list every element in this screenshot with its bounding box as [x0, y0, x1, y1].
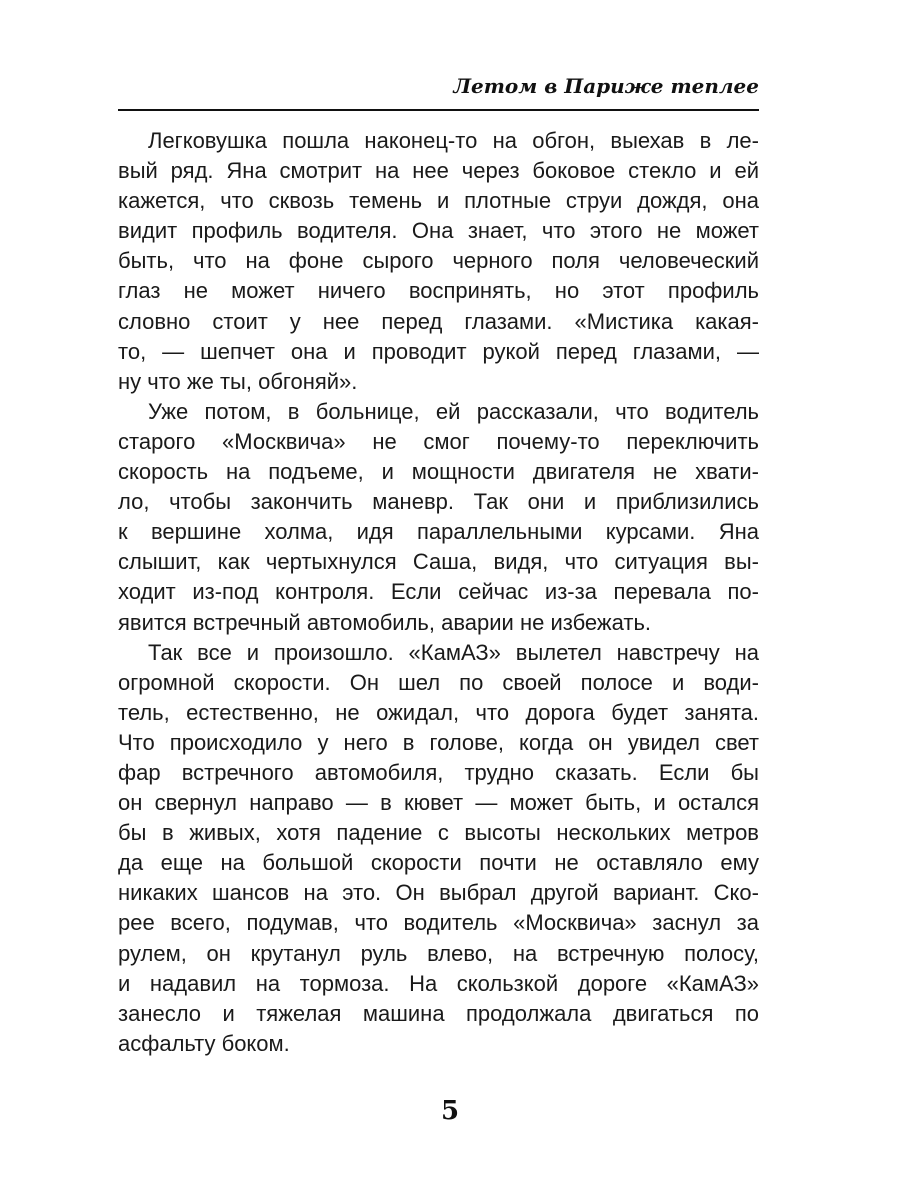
- text-line: и надавил на тормоза. На скользкой дороге «КамАЗ»: [118, 970, 759, 996]
- text-line: словно стоит у нее перед глазами. «Мистика какая-: [118, 308, 759, 334]
- text-line: бы в живых, хотя падение с высоты нескольких метров: [118, 820, 759, 846]
- text-line: асфальту боком.: [118, 1030, 290, 1056]
- text-line: кажется, что сквозь темень и плотные струи дождя, она: [118, 188, 759, 214]
- text-line: ну что же ты, обгоняй».: [118, 368, 358, 394]
- paragraph: [118, 397, 759, 638]
- text-line: тель, естественно, не ожидал, что дорога будет занята.: [118, 699, 759, 725]
- text-line: Так все и произошло. «КамАЗ» вылетел навстречу на: [148, 639, 759, 665]
- text-line: то, — шепчет она и проводит рукой перед глазами, —: [118, 338, 759, 364]
- text-line: слышит, как чертыхнулся Саша, видя, что ситуация вы-: [118, 549, 759, 575]
- paragraph: [118, 126, 759, 397]
- text-line: фар встречного автомобиля, трудно сказать. Если бы: [118, 759, 759, 785]
- text-line: Что происходило у него в голове, когда он увидел свет: [118, 729, 759, 755]
- page-number: 5: [440, 1096, 460, 1126]
- text-line: да еще на большой скорости почти не оставляло ему: [118, 850, 759, 876]
- text-line: ходит из-под контроля. Если сейчас из-за перевала по-: [118, 579, 759, 605]
- text-line: никаких шансов на это. Он выбрал другой вариант. Ско-: [118, 880, 759, 906]
- text-line: занесло и тяжелая машина продолжала двигаться по: [118, 1000, 759, 1026]
- text-line: скорость на подъеме, и мощности двигателя не хвати-: [118, 459, 759, 485]
- paragraph: [118, 638, 759, 1059]
- running-head: Летом в Париже теплее: [453, 74, 759, 98]
- text-line: Легковушка пошла наконец-то на обгон, выехав в ле-: [148, 128, 759, 153]
- text-line: вый ряд. Яна смотрит на нее через боковое стекло и ей: [118, 158, 759, 184]
- text-line: он свернул направо — в кювет — может быть, и остался: [118, 790, 759, 816]
- body-text: [118, 126, 759, 1059]
- text-line: к вершине холма, идя параллельными курсами. Яна: [118, 519, 759, 545]
- text-line: огромной скорости. Он шел по своей полосе и води-: [118, 669, 759, 695]
- text-line: явится встречный автомобиль, аварии не избежать.: [118, 609, 652, 635]
- header-rule: [118, 109, 759, 111]
- text-line: видит профиль водителя. Она знает, что этого не может: [118, 218, 759, 244]
- text-line: старого «Москвича» не смог почему-то переключить: [118, 428, 759, 454]
- text-line: быть, что на фоне сырого черного поля человеческий: [118, 248, 759, 274]
- text-line: ло, чтобы закончить маневр. Так они и приблизились: [118, 489, 759, 515]
- text-line: глаз не может ничего воспринять, но этот профиль: [118, 278, 759, 304]
- text-line: Уже потом, в больнице, ей рассказали, что водитель: [148, 398, 759, 424]
- text-line: рулем, он крутанул руль влево, на встречную полосу,: [118, 940, 759, 966]
- text-line: рее всего, подумав, что водитель «Москвича» заснул за: [118, 910, 759, 936]
